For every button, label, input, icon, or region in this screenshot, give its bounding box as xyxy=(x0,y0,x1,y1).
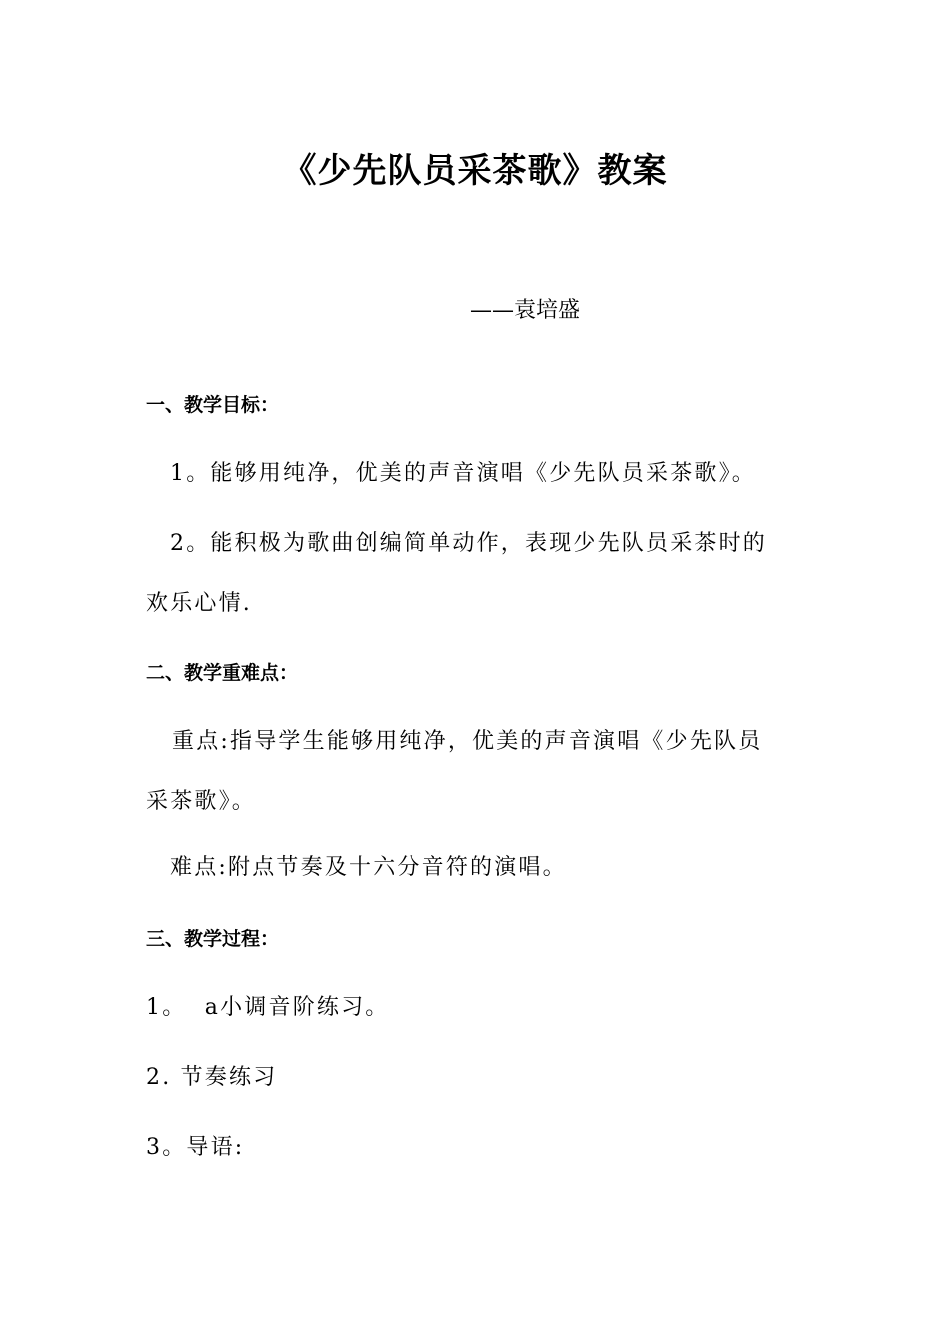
process-step-3: 3。导语: xyxy=(146,1135,245,1160)
objective-item-1: 1。能够用纯净，优美的声音演唱《少先队员采茶歌》。 xyxy=(170,461,756,486)
key-point-difficulty: 难点:附点节奏及十六分音符的演唱。 xyxy=(170,855,567,880)
objective-item-2-continued: 欢乐心情. xyxy=(146,591,252,616)
key-point-focus: 重点:指导学生能够用纯净，优美的声音演唱《少先队员 xyxy=(172,729,763,754)
document-title: 《少先队员采茶歌》教案 xyxy=(282,151,668,191)
section-heading-process: 三、教学过程： xyxy=(146,928,280,950)
process-step-2: 2. 节奏练习 xyxy=(146,1065,278,1090)
process-step-1: 1。 a小调音阶练习。 xyxy=(146,995,390,1020)
section-heading-key-points: 二、教学重难点： xyxy=(146,662,299,684)
author-name: ——袁培盛 xyxy=(470,298,581,323)
section-heading-objectives: 一、教学目标： xyxy=(146,394,280,416)
objective-item-2: 2。能积极为歌曲创编简单动作，表现少先队员采茶时的 xyxy=(170,531,767,556)
key-point-focus-continued: 采茶歌》。 xyxy=(146,789,257,814)
